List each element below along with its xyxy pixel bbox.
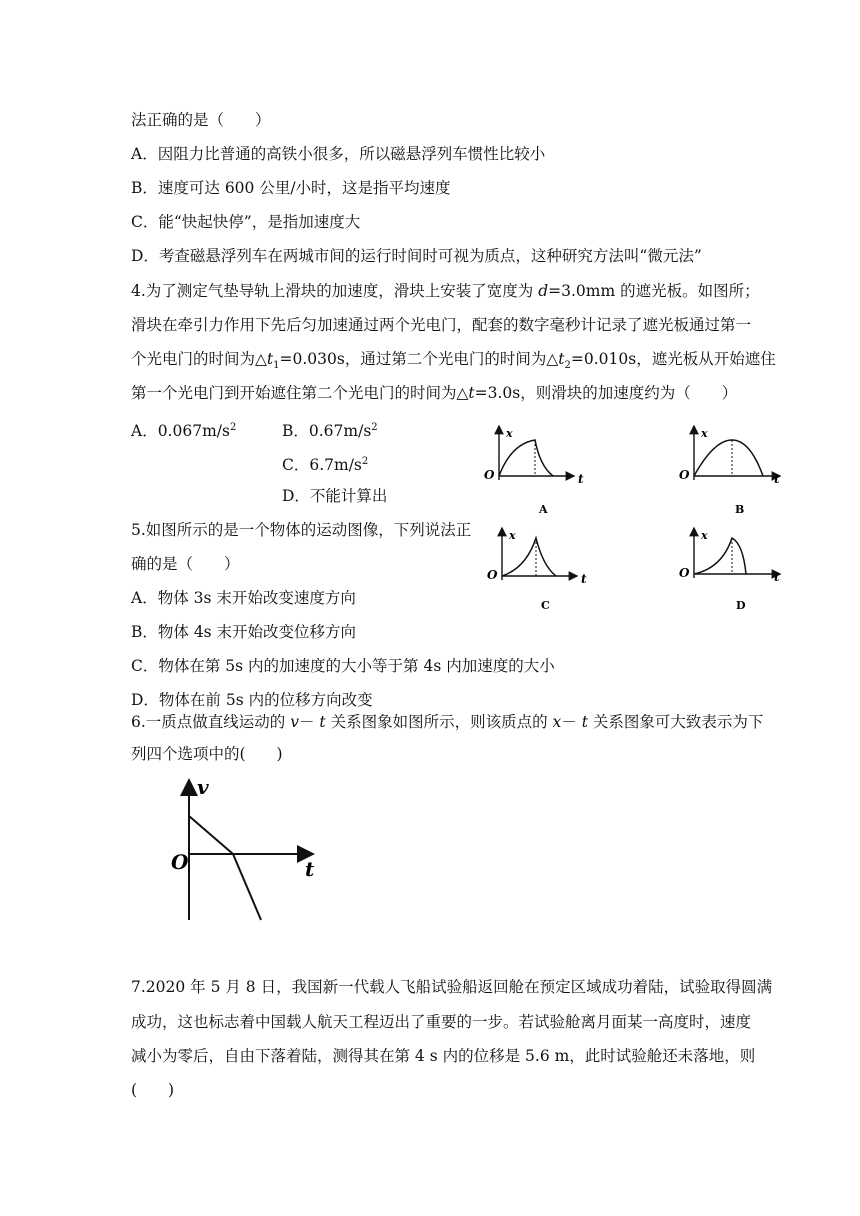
graph-a-x-label: t [578, 472, 584, 486]
xt-graphs-figure [478, 418, 808, 618]
q7-stem-line-1: 7.2020 年 5 月 8 日，我国新一代载人飞船试验船返回舱在预定区域成功着陆，试验取得圆满 [131, 978, 773, 996]
graph-a-y-label: x [506, 427, 513, 440]
graph-c-x-label: t [581, 572, 587, 586]
graph-b-curve [694, 440, 763, 476]
vt-line [189, 816, 261, 920]
q3-stem-continuation: 法正确的是（ ） [131, 111, 271, 129]
vt-y-label: v [197, 775, 209, 799]
q4-stem-line-2: 滑块在牵引力作用下先后匀加速通过两个光电门，配套的数字毫秒计记录了遮光板通过第一 [131, 316, 752, 334]
graph-a-caption: A [539, 503, 548, 516]
graph-c-caption: C [541, 599, 550, 612]
xt-graph-c [487, 528, 587, 612]
xt-graph-b [679, 426, 780, 516]
q7-answer-bracket: ( ) [131, 1081, 175, 1099]
q4-option-c: C．$6.7m/s^2$ [282, 456, 369, 475]
q7-stem-line-3: 减小为零后，自由下落着陆，测得其在第 4 s 内的位移是 5.6 m，此时试验舱还未落地，则 [131, 1047, 756, 1065]
graph-d-y-label: x [701, 529, 708, 542]
vt-graph-figure [165, 772, 335, 932]
q4-option-d: D．不能计算出 [282, 487, 388, 505]
q5-option-b: B．物体 4s 末开始改变位移方向 [131, 623, 357, 641]
q7-stem-line-2: 成功，这也标志着中国载人航天工程迈出了重要的一步。若试验舱离月面某一高度时，速度 [131, 1013, 752, 1031]
graph-b-y-label: x [701, 427, 708, 440]
graph-a-curve [499, 440, 553, 476]
q5-option-a: A．物体 3s 末开始改变速度方向 [131, 589, 356, 607]
graph-d-caption: D [736, 599, 746, 612]
q3-option-d: D．考查磁悬浮列车在两城市间的运行时间时可视为质点，这种研究方法叫“微元法” [131, 247, 702, 265]
graph-d-origin: O [679, 566, 690, 580]
graph-d-curve [694, 538, 746, 574]
q3-option-a: A．因阻力比普通的高铁小很多，所以磁悬浮列车惯性比较小 [131, 145, 546, 163]
graph-b-x-label: t [774, 472, 780, 486]
q4-stem-line-4: 第一个光电门到开始遮住第二个光电门的时间为△t=3.0s，则滑块的加速度约为（ ） [131, 384, 738, 402]
graph-c-origin: O [487, 568, 498, 582]
q5-option-c: C．物体在第 5s 内的加速度的大小等于第 4s 内加速度的大小 [131, 657, 555, 675]
q4-option-a: A．$0.067m/s^2$ [131, 422, 237, 441]
graph-c-y-label: x [509, 529, 516, 542]
q3-option-b: B．速度可达 600 公里/小时，这是指平均速度 [131, 179, 451, 197]
graph-d-x-label: t [774, 570, 780, 584]
graph-b-origin: O [679, 468, 690, 482]
vt-x-label: t [305, 857, 315, 881]
q5-stem-line-2: 确的是（ ） [131, 555, 240, 573]
graph-b-caption: B [735, 503, 745, 516]
xt-graph-a [484, 426, 584, 516]
q5-stem-line-1: 5.如图所示的是一个物体的运动图像，下列说法正 [131, 521, 472, 539]
q4-stem-line-1: 4.为了测定气垫导轨上滑块的加速度，滑块上安装了宽度为 d=3.0mm 的遮光板。如图所； [131, 282, 760, 300]
q6-stem-line-1: 6.一质点做直线运动的 v－ t 关系图象如图所示，则该质点的 x－ t 关系图象可大致表示为下 [131, 713, 764, 731]
vt-origin: O [171, 850, 189, 874]
q3-option-c: C．能“快起快停”，是指加速度大 [131, 213, 361, 231]
q4-option-b: B．$0.67m/s^2$ [282, 422, 378, 441]
graph-a-origin: O [484, 468, 495, 482]
xt-graph-d [679, 528, 780, 612]
graph-c-curve [502, 538, 556, 576]
q4-stem-line-3: 个光电门的时间为$\triangle t_1=0.030s$，通过第二个光电门的时间为$\triangle t_2=0.010s$，遮光板从开始遮住 [131, 350, 776, 372]
q5-option-d: D．物体在前 5s 内的位移方向改变 [131, 691, 373, 709]
q6-stem-line-2: 列四个选项中的( ) [131, 745, 283, 763]
